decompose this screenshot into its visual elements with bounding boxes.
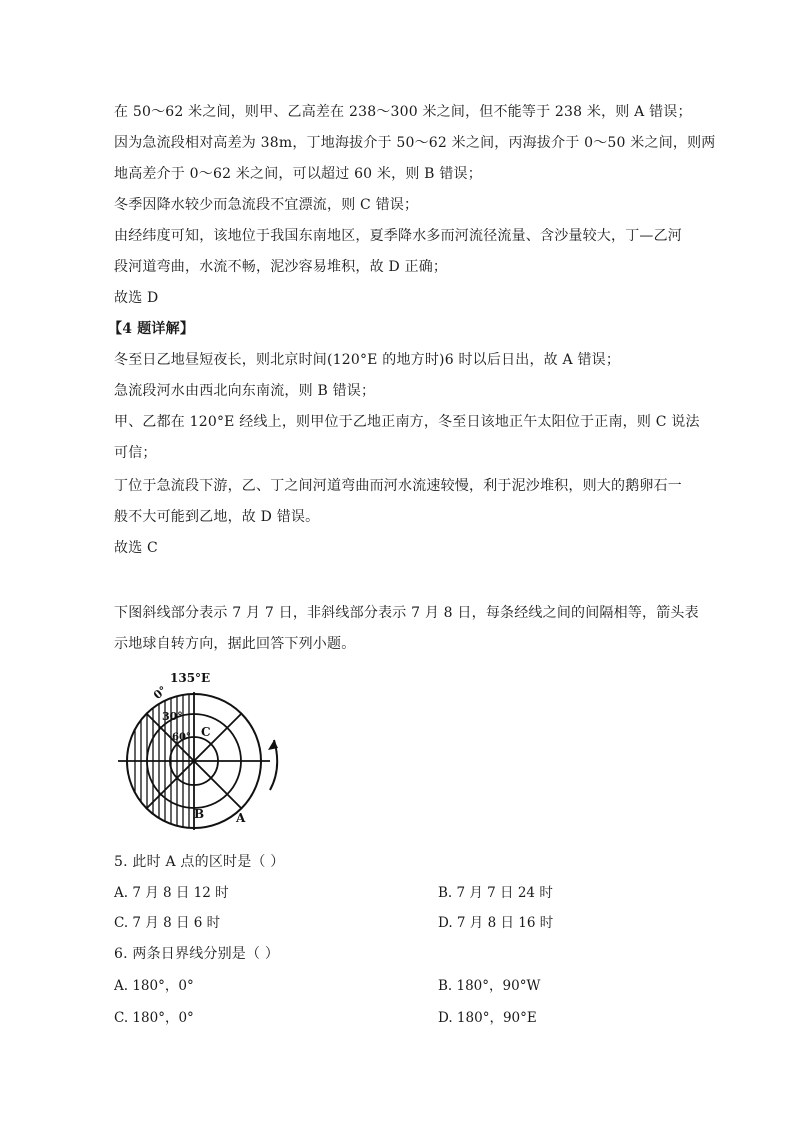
analysis-4-line-6: 般不大可能到乙地，故 D 错误。 [114, 509, 320, 525]
question-5-stem: 5. 此时 A 点的区时是（ ） [114, 854, 285, 870]
label-b: B [194, 807, 205, 821]
label-135e: 135°E [170, 671, 211, 685]
question-6-option-d[interactable]: D. 180°，90°E [438, 1010, 537, 1026]
analysis-3-line-3: 地高差介于 0～62 米之间，可以超过 60 米，则 B 错误； [114, 166, 482, 182]
analysis-3-answer: 故选 D [114, 290, 159, 306]
question-6-option-b[interactable]: B. 180°，90°W [438, 978, 541, 994]
analysis-4-line-5: 丁位于急流段下游，乙、丁之间河道弯曲而河水流速较慢，利于泥沙堆积，则大的鹅卵石一 [114, 478, 682, 494]
label-30: 30° [162, 710, 183, 723]
hatched-region [135, 684, 189, 834]
analysis-4-heading: 【4 题详解】 [108, 321, 195, 337]
analysis-4-line-1: 冬至日乙地昼短夜长，则北京时间(120°E 的地方时)6 时以后日出，故 A 错误； [114, 352, 621, 368]
label-c: C [201, 725, 211, 739]
question-6-option-c[interactable]: C. 180°，0° [114, 1010, 194, 1026]
intro-line-1: 下图斜线部分表示 7 月 7 日，非斜线部分表示 7 月 8 日，每条经线之间的间隔相等，箭头表 [114, 605, 699, 621]
polar-view-diagram [108, 664, 298, 834]
question-5-option-a[interactable]: A. 7 月 8 日 12 时 [114, 885, 229, 901]
intro-line-2: 示地球自转方向，据此回答下列小题。 [114, 636, 356, 652]
analysis-3-line-4: 冬季因降水较少而急流段不宜漂流，则 C 错误； [114, 197, 419, 213]
analysis-4-answer: 故选 C [114, 540, 158, 556]
question-6-stem: 6. 两条日界线分别是（ ） [114, 946, 280, 962]
question-5-option-d[interactable]: D. 7 月 8 日 16 时 [438, 915, 554, 931]
question-5-option-c[interactable]: C. 7 月 8 日 6 时 [114, 915, 221, 931]
analysis-3-line-6: 段河道弯曲，水流不畅，泥沙容易堆积，故 D 正确； [114, 259, 448, 275]
question-6-option-a[interactable]: A. 180°，0° [114, 978, 194, 994]
label-a: A [236, 811, 246, 825]
label-0: 0° [151, 683, 170, 702]
analysis-4-line-2: 急流段河水由西北向东南流，则 B 错误； [114, 383, 376, 399]
analysis-3-line-2: 因为急流段相对高差为 38m，丁地海拔介于 50～62 米之间，丙海拔介于 0～50 米之间，则两 [114, 135, 716, 151]
question-5-option-b[interactable]: B. 7 月 7 日 24 时 [438, 885, 553, 901]
analysis-4-line-4: 可信； [114, 445, 157, 461]
analysis-4-line-3: 甲、乙都在 120°E 经线上，则甲位于乙地正南方，冬至日该地正午太阳位于正南，则 C 说法 [114, 414, 700, 430]
label-60: 60° [172, 732, 191, 743]
analysis-3-line-5: 由经纬度可知，该地位于我国东南地区，夏季降水多而河流径流量、含沙量较大，丁—乙河 [114, 228, 682, 244]
analysis-3-line-1: 在 50～62 米之间，则甲、乙高差在 238～300 米之间，但不能等于 238 米，则 A 错误； [114, 104, 692, 120]
